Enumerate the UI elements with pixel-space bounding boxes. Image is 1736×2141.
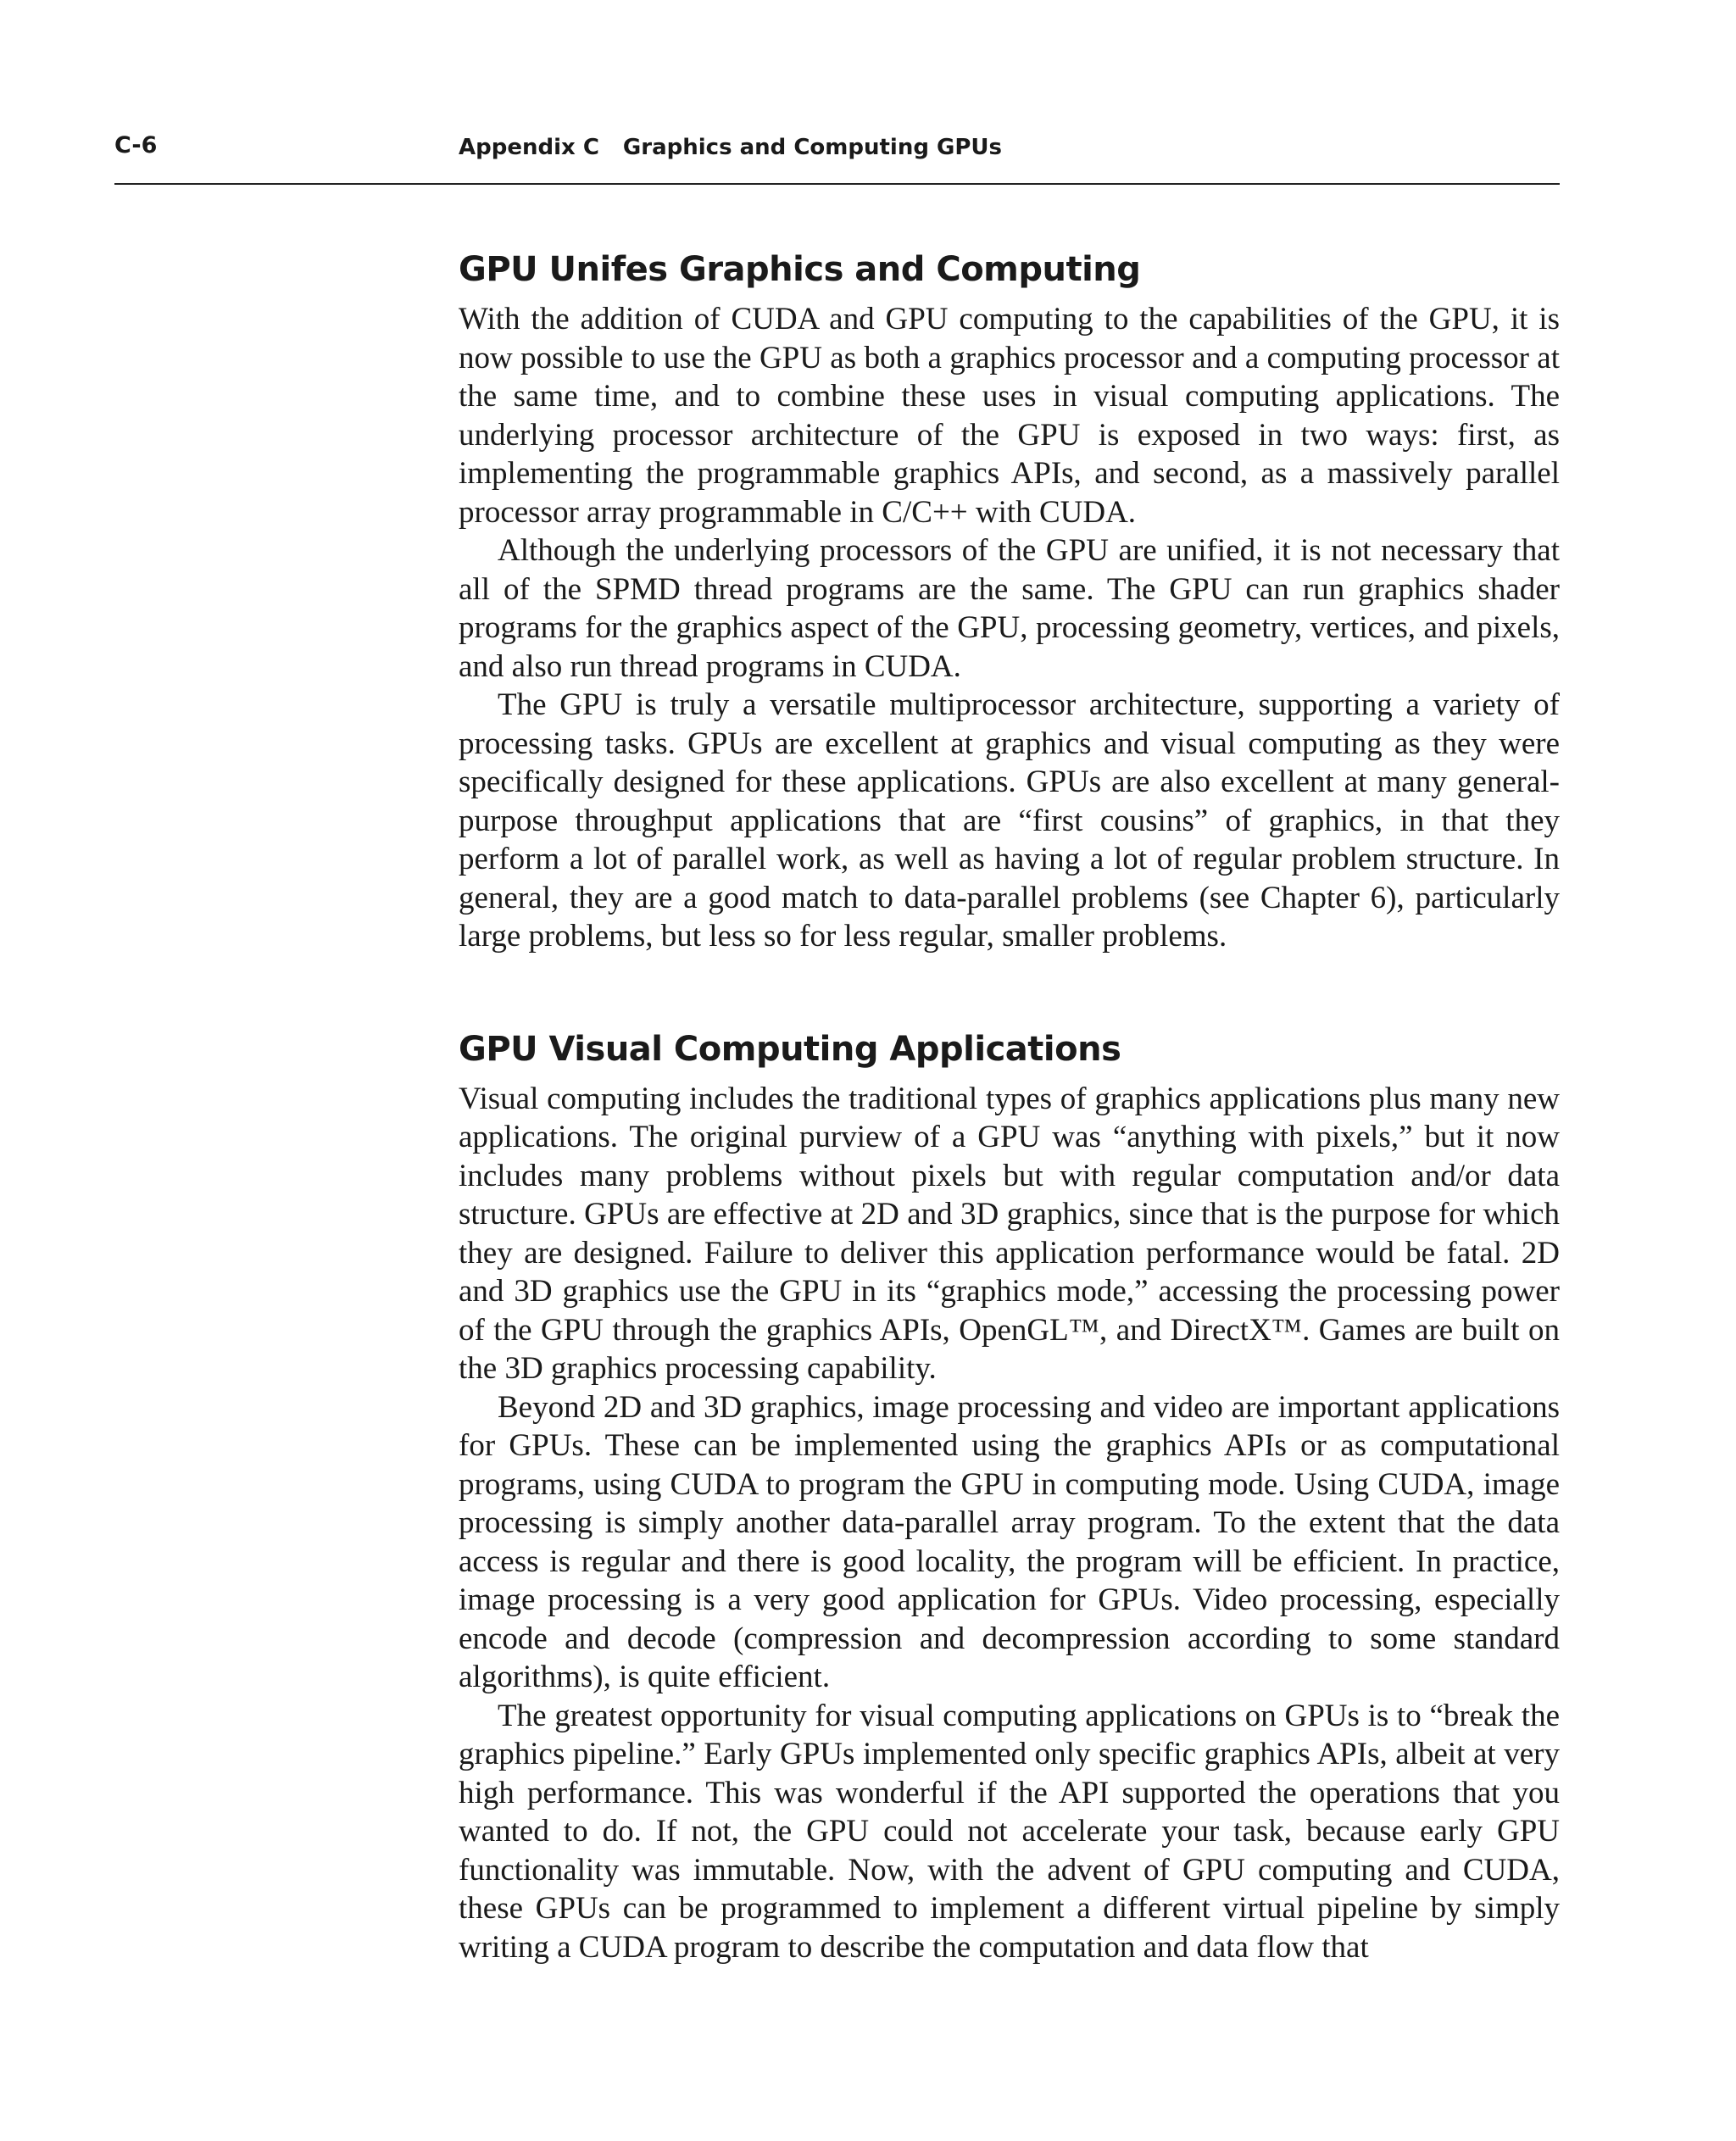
section-heading: GPU Unifes Graphics and Computing xyxy=(459,250,1141,289)
main-content xyxy=(459,246,1560,1966)
paragraph: Beyond 2D and 3D graphics, image processing and video are important applications for GPUs. These can be implemented using the graphics APIs or as computational programs, using CUDA to program the GPU in computing mode. Using CUDA, image processing is simply another data-parallel array program. To the extent that the data access is regular and there is good locality, the program will be efficient. In practice, image processing is a very good application for GPUs. Video processing, especially encode and decode (compression and decompression according to some standard algorithms), is quite efficient. xyxy=(459,1389,1560,1694)
appendix-label: Appendix C xyxy=(459,135,599,160)
paragraph: The greatest opportunity for visual computing applications on GPUs is to “break the graphics pipeline.” Early GPUs implemented only specific graphics APIs, albeit at very high performance. This was wonderful if the API supported the operations that you wanted to do. If not, the GPU could not accelerate your task, because early GPU functionality was immutable. Now, with the advent of GPU computing and CUDA, these GPUs can be programmed to implement a different virtual pipeline by simply writing a CUDA program to describe the computation and data flow that xyxy=(459,1698,1560,1965)
section-heading: GPU Visual Computing Applications xyxy=(459,1029,1121,1069)
paragraph: The GPU is truly a versatile multiprocessor architecture, supporting a variety of processing tasks. GPUs are excellent at graphics and visual computing as they were specifically designed for these applications. GPUs are also excellent at many general-purpose throughput applications that are “first cousins” of graphics, in that they perform a lot of parallel work, as well as having a lot of regular problem structure. In general, they are a good match to data-parallel problems (see Chapter 6), particularly large problems, but less so for less regular, smaller problems. xyxy=(459,687,1560,954)
running-title xyxy=(459,135,1002,160)
paragraph: With the addition of CUDA and GPU computing to the capabilities of the GPU, it is now possible to use the GPU as both a graphics processor and a computing processor at the same time, and to combine these uses in visual computing applications. The underlying processor architecture of the GPU is exposed in two ways: first, as implementing the programmable graphics APIs, and second, as a massively parallel processor array programmable in C/C++ with CUDA. xyxy=(459,302,1560,530)
paragraph: Although the underlying processors of the GPU are unified, it is not necessary that all of the SPMD thread programs are the same. The GPU can run graphics shader programs for the graphics aspect of the GPU, processing geometry, vertices, and pixels, and also run thread programs in CUDA. xyxy=(459,533,1560,684)
page-number: C-6 xyxy=(114,132,158,158)
paragraph: Visual computing includes the traditional types of graphics applications plus many new applications. The original purview of a GPU was “anything with pixels,” but it now includes many problems without pixels but with regular computation and/or data structure. GPUs are effective at 2D and 3D graphics, since that is the purpose for which they are designed. Failure to deliver this application performance would be fatal. 2D and 3D graphics use the GPU in its “graphics mode,” accessing the processing power of the GPU through the graphics APIs, OpenGL™, and DirectX™. Games are built on the 3D graphics processing capability. xyxy=(459,1081,1560,1386)
running-head xyxy=(114,132,1560,185)
chapter-title: Graphics and Computing GPUs xyxy=(622,135,1002,160)
